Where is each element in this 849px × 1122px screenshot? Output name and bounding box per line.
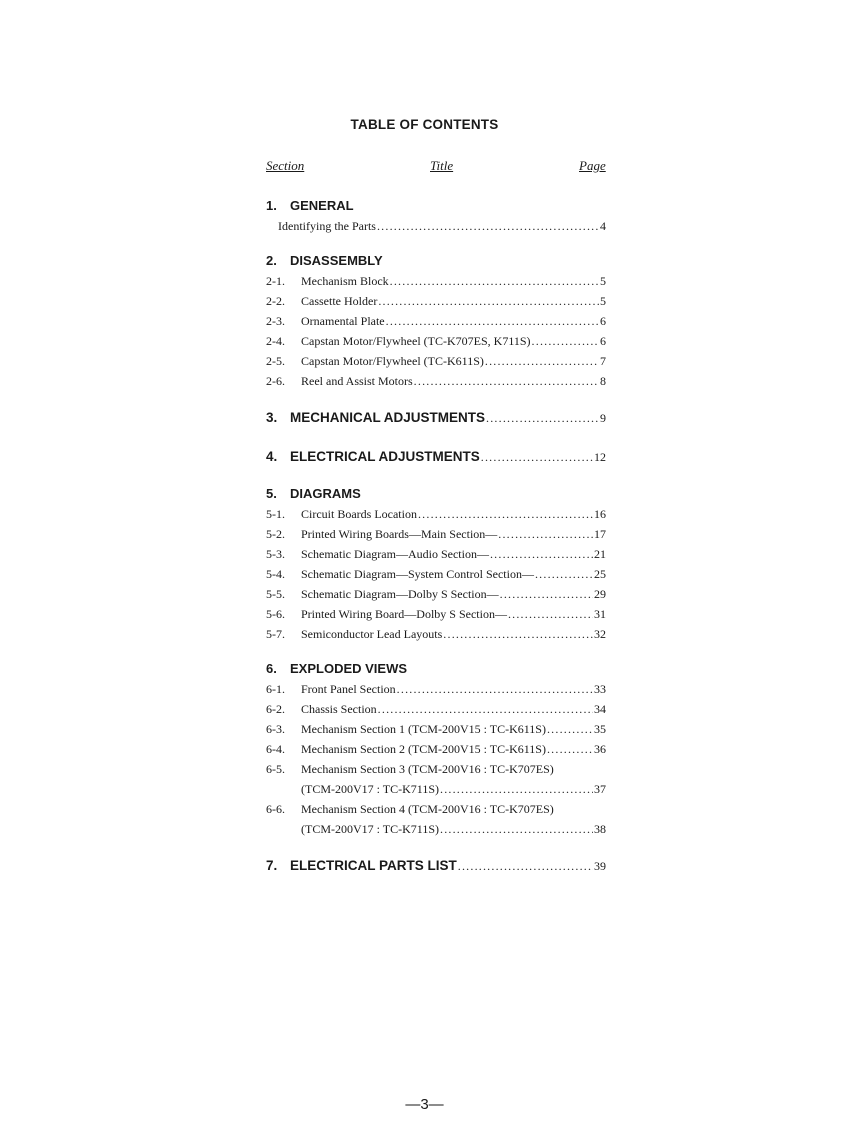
toc-entry[interactable] <box>266 291 606 311</box>
entry-page: 5 <box>600 274 606 288</box>
dot-leader <box>532 331 599 351</box>
dot-leader <box>500 584 593 604</box>
entry-title: Mechanism Section 4 (TCM-200V16 : TC-K707ES) <box>301 802 554 816</box>
entry-page: 7 <box>600 354 606 368</box>
toc-entry[interactable] <box>266 604 606 624</box>
entry-title: Front Panel Section <box>301 682 396 696</box>
entry-title: Capstan Motor/Flywheel (TC-K611S) <box>301 354 484 368</box>
column-header-section: Section <box>266 158 305 173</box>
toc-entry[interactable] <box>266 799 606 819</box>
dot-leader <box>443 624 593 644</box>
entry-number: 5-7. <box>266 627 285 641</box>
toc-section-electrical-parts-list <box>266 854 606 878</box>
toc-entry-continuation[interactable] <box>266 779 606 799</box>
dot-leader <box>440 779 593 799</box>
entry-page: 17 <box>594 527 606 541</box>
dot-leader <box>498 524 593 544</box>
dot-leader <box>397 679 593 699</box>
entry-number: 6-6. <box>266 802 285 816</box>
dot-leader <box>535 564 593 584</box>
entry-page: 38 <box>594 822 606 836</box>
dot-leader <box>547 719 593 739</box>
toc-section-exploded-views <box>266 659 606 839</box>
entry-number: 5-6. <box>266 607 285 621</box>
entry-number: 5-4. <box>266 567 285 581</box>
section-title: EXPLODED VIEWS <box>290 661 408 676</box>
dot-leader <box>386 311 599 331</box>
section-heading[interactable] <box>266 484 606 504</box>
toc-entry[interactable] <box>266 624 606 644</box>
toc-entry[interactable] <box>266 584 606 604</box>
dot-leader <box>547 739 593 759</box>
section-heading[interactable] <box>266 406 606 430</box>
entry-title: Mechanism Section 3 (TCM-200V16 : TC-K707ES) <box>301 762 554 776</box>
toc-entry[interactable] <box>266 679 606 699</box>
section-number: 3. <box>266 410 278 425</box>
entry-number: 2-2. <box>266 294 285 308</box>
dot-leader <box>485 351 599 371</box>
dot-leader <box>458 854 593 878</box>
page-title: TABLE OF CONTENTS <box>350 117 499 132</box>
section-heading[interactable] <box>266 251 606 271</box>
dot-leader <box>418 504 593 524</box>
section-title: DISASSEMBLY <box>290 253 383 268</box>
entry-title: Schematic Diagram—Audio Section— <box>301 547 489 561</box>
entry-page: 33 <box>594 682 606 696</box>
entry-title: Chassis Section <box>301 702 377 716</box>
toc-entry[interactable] <box>266 216 606 236</box>
entry-number: 2-5. <box>266 354 285 368</box>
entry-page: 6 <box>600 334 606 348</box>
dot-leader <box>378 291 599 311</box>
entry-title: Mechanism Block <box>301 274 389 288</box>
entry-page: 32 <box>594 627 606 641</box>
column-header-title: Title <box>430 158 454 173</box>
entry-number: 6-2. <box>266 702 285 716</box>
section-page: 9 <box>600 411 606 425</box>
dot-leader <box>440 819 593 839</box>
entry-page: 21 <box>594 547 606 561</box>
dot-leader <box>377 216 599 236</box>
toc-section-diagrams <box>266 484 606 644</box>
section-title: ELECTRICAL ADJUSTMENTS <box>290 449 480 464</box>
entry-page: 25 <box>594 567 606 581</box>
entry-page: 31 <box>594 607 606 621</box>
entry-page: 36 <box>594 742 606 756</box>
section-number: 1. <box>266 198 277 213</box>
entry-number: 6-3. <box>266 722 285 736</box>
entry-number: 5-3. <box>266 547 285 561</box>
entry-title-continued: (TCM-200V17 : TC-K711S) <box>301 822 439 836</box>
section-heading[interactable] <box>266 445 606 469</box>
section-number: 2. <box>266 253 277 268</box>
section-number: 5. <box>266 486 277 501</box>
entry-number: 5-2. <box>266 527 285 541</box>
toc-entry[interactable] <box>266 544 606 564</box>
toc-entry[interactable] <box>266 331 606 351</box>
toc-entry[interactable] <box>266 739 606 759</box>
entry-page: 8 <box>600 374 606 388</box>
section-number: 7. <box>266 858 278 873</box>
entry-page: 37 <box>594 782 606 796</box>
dot-leader <box>414 371 599 391</box>
dot-leader <box>378 699 593 719</box>
entry-number: 5-5. <box>266 587 285 601</box>
section-page: 12 <box>594 450 606 464</box>
dot-leader <box>508 604 593 624</box>
toc-entry[interactable] <box>266 759 606 779</box>
entry-number: 5-1. <box>266 507 285 521</box>
entry-title: Printed Wiring Boards—Main Section— <box>301 527 498 541</box>
section-title: ELECTRICAL PARTS LIST <box>290 858 457 873</box>
toc-entry[interactable] <box>266 719 606 739</box>
entry-title-continued: (TCM-200V17 : TC-K711S) <box>301 782 439 796</box>
entry-page: 6 <box>600 314 606 328</box>
section-heading[interactable] <box>266 196 606 216</box>
entry-number: 6-1. <box>266 682 285 696</box>
entry-page: 35 <box>594 722 606 736</box>
toc-section-general <box>266 196 606 236</box>
toc-entry[interactable] <box>266 271 606 291</box>
dot-leader <box>486 406 599 430</box>
section-heading[interactable] <box>266 659 606 679</box>
entry-page: 29 <box>594 587 606 601</box>
toc-entry[interactable] <box>266 524 606 544</box>
entry-page: 5 <box>600 294 606 308</box>
toc-section-disassembly <box>266 251 606 391</box>
section-title: GENERAL <box>290 198 354 213</box>
section-page: 39 <box>594 859 606 873</box>
entry-title: Reel and Assist Motors <box>301 374 413 388</box>
entry-title: Capstan Motor/Flywheel (TC-K707ES, K711S) <box>301 334 531 348</box>
section-title: MECHANICAL ADJUSTMENTS <box>290 410 486 425</box>
toc-section-mechanical-adjustments <box>266 406 606 430</box>
entry-title: Mechanism Section 2 (TCM-200V15 : TC-K611S) <box>301 742 546 756</box>
entry-number: 6-4. <box>266 742 285 756</box>
dot-leader <box>490 544 593 564</box>
section-heading[interactable] <box>266 854 606 878</box>
entry-number: 2-3. <box>266 314 285 328</box>
column-header-page: Page <box>579 158 606 173</box>
entry-title: Semiconductor Lead Layouts <box>301 627 443 641</box>
dot-leader <box>481 445 593 469</box>
table-of-contents <box>266 196 606 893</box>
entry-title: Ornamental Plate <box>301 314 385 328</box>
entry-title: Schematic Diagram—Dolby S Section— <box>301 587 499 601</box>
toc-section-electrical-adjustments <box>266 445 606 469</box>
toc-entry[interactable] <box>266 311 606 331</box>
page-number: —3— <box>405 1096 444 1113</box>
entry-title: Mechanism Section 1 (TCM-200V15 : TC-K611S) <box>301 722 546 736</box>
entry-number: 2-4. <box>266 334 285 348</box>
entry-page: 16 <box>594 507 606 521</box>
entry-title: Schematic Diagram—System Control Section— <box>301 567 534 581</box>
section-title: DIAGRAMS <box>290 486 361 501</box>
entry-title: Circuit Boards Location <box>301 507 417 521</box>
toc-entry-continuation[interactable] <box>266 819 606 839</box>
entry-title: Printed Wiring Board—Dolby S Section— <box>301 607 507 621</box>
toc-entry[interactable] <box>266 371 606 391</box>
section-number: 6. <box>266 661 277 676</box>
dot-leader <box>390 271 599 291</box>
toc-entry[interactable] <box>266 351 606 371</box>
entry-number: 6-5. <box>266 762 285 776</box>
entry-title: Cassette Holder <box>301 294 378 308</box>
entry-page: 4 <box>600 219 606 233</box>
section-number: 4. <box>266 449 278 464</box>
entry-title: Identifying the Parts <box>278 219 376 233</box>
entry-page: 34 <box>594 702 606 716</box>
entry-number: 2-1. <box>266 274 285 288</box>
toc-entry[interactable] <box>266 564 606 584</box>
toc-entry[interactable] <box>266 504 606 524</box>
toc-entry[interactable] <box>266 699 606 719</box>
entry-number: 2-6. <box>266 374 285 388</box>
